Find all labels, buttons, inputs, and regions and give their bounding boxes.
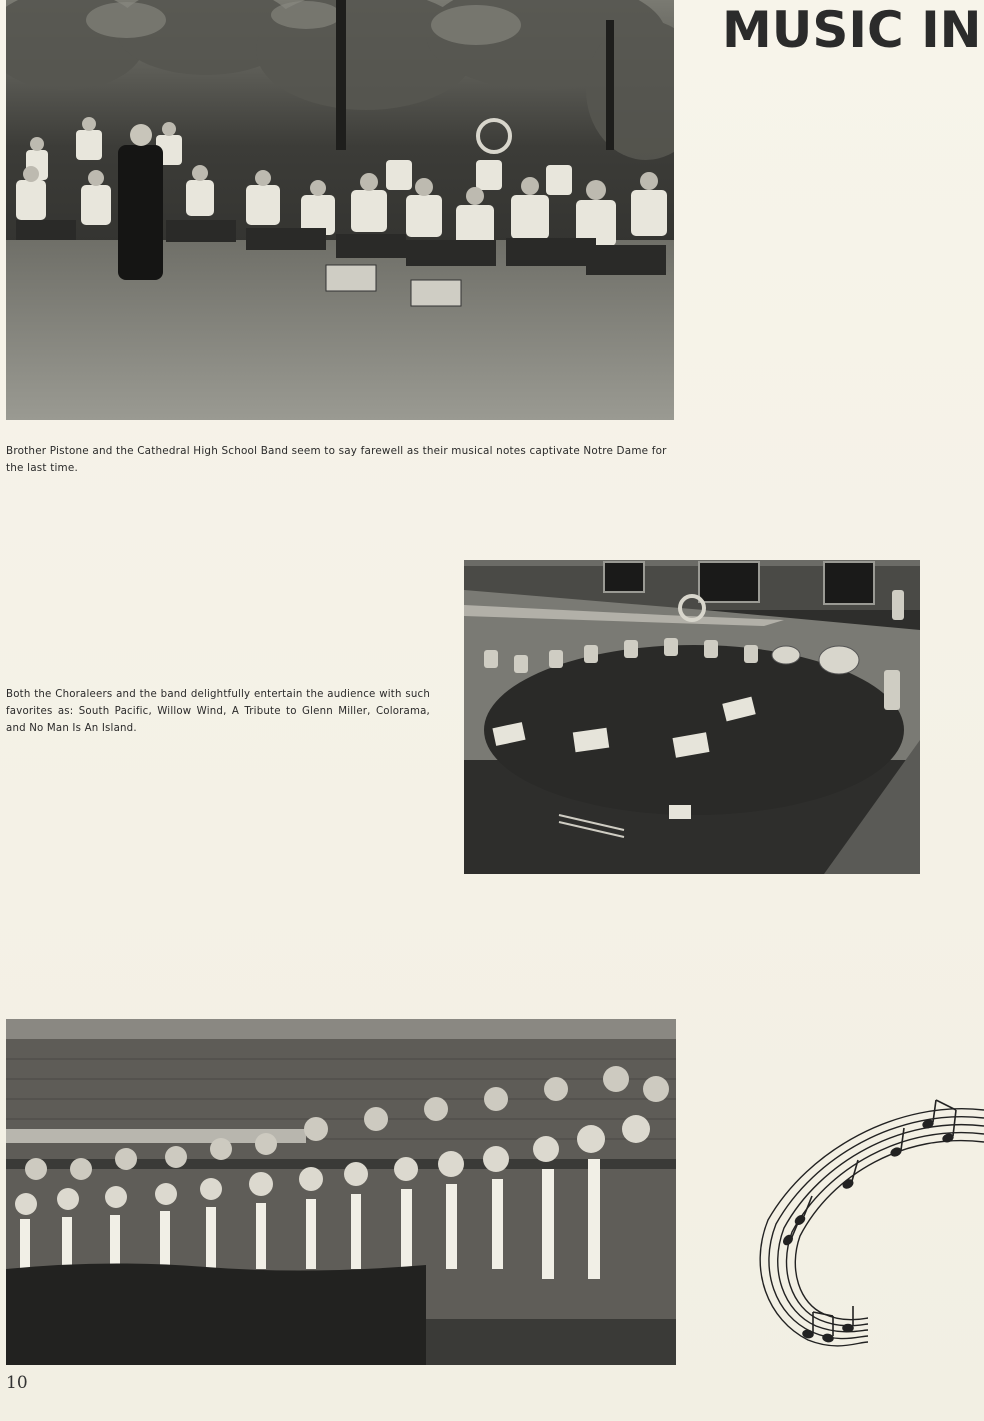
band-lawn-photo [6, 0, 674, 420]
choir-photo [6, 1019, 676, 1365]
band-photo-caption: Brother Pistone and the Cathedral High School Band seem to say farewell as their musical notes captivate Notre Dame for the last time. [6, 445, 667, 474]
page-headline: MUSIC IN [722, 1, 982, 59]
music-staff-decoration [748, 1080, 984, 1380]
band-courtyard-photo [464, 560, 920, 874]
page-number: 10 [6, 1373, 28, 1393]
courtyard-photo-caption: Both the Choraleers and the band delightfully entertain the audience with such favorites as: South Pacific, Willow Wind, A Tribute to Glenn Miller, Colorama, and No Man Is An Island. [6, 689, 430, 734]
